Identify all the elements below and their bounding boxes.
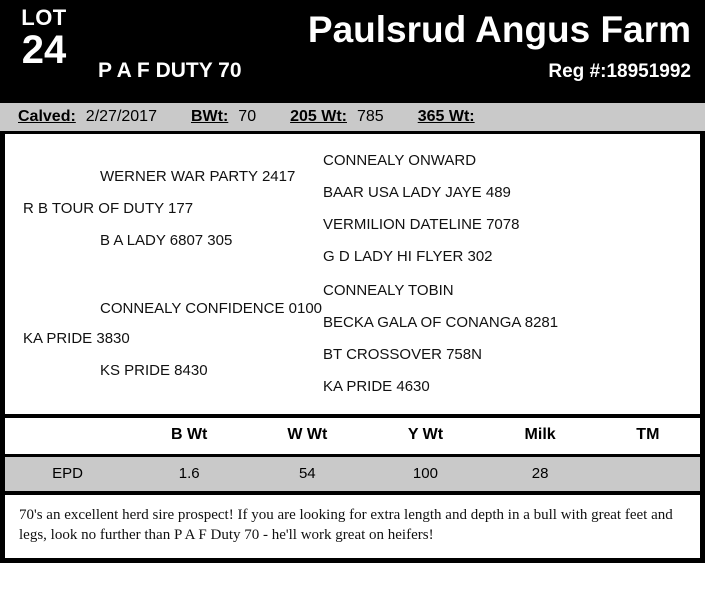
pedigree-dam-dam: KS PRIDE 8430 bbox=[100, 362, 208, 379]
stat-365-weight bbox=[384, 108, 485, 126]
epd-col-bwt: B Wt bbox=[130, 418, 248, 456]
bwt-value: 70 bbox=[238, 108, 257, 125]
pedigree-sire-dam-sire: VERMILION DATELINE 7078 bbox=[323, 216, 520, 233]
wt365-label: 365 Wt: bbox=[417, 108, 475, 125]
epd-value-bwt: 1.6 bbox=[130, 456, 248, 492]
pedigree-sire: R B TOUR OF DUTY 177 bbox=[23, 200, 194, 217]
pedigree-sire-sire-dam: BAAR USA LADY JAYE 489 bbox=[323, 184, 511, 201]
epd-value-ywt: 100 bbox=[366, 456, 484, 492]
header-bottom-row bbox=[0, 58, 705, 92]
pedigree-dam-sire-dam: BECKA GALA OF CONANGA 8281 bbox=[323, 314, 559, 331]
pedigree-dam-sire: CONNEALY CONFIDENCE 0100 bbox=[100, 300, 323, 317]
calved-label: Calved: bbox=[18, 108, 76, 125]
epd-row-label: EPD bbox=[5, 456, 130, 492]
epd-col-blank bbox=[5, 418, 130, 456]
table-row bbox=[5, 456, 700, 492]
wt205-value: 785 bbox=[357, 108, 384, 125]
stat-birth-weight bbox=[157, 108, 256, 126]
epd-header-row bbox=[5, 418, 700, 456]
stats-bar bbox=[0, 100, 705, 134]
pedigree-dam-dam-sire: BT CROSSOVER 758N bbox=[323, 346, 482, 363]
bwt-label: BWt: bbox=[190, 108, 229, 125]
epd-value-tm bbox=[596, 456, 700, 492]
animal-name: P A F DUTY 70 bbox=[98, 59, 242, 82]
epd-col-milk: Milk bbox=[485, 418, 596, 456]
wt205-label: 205 Wt: bbox=[290, 108, 347, 125]
pedigree-dam-sire-sire: CONNEALY TOBIN bbox=[323, 282, 454, 299]
epd-table bbox=[5, 418, 700, 491]
stat-calved bbox=[0, 108, 157, 126]
pedigree-dam-dam-dam: KA PRIDE 4630 bbox=[323, 378, 430, 395]
description-text: 70's an excellent herd sire prospect! If you are looking for extra length and depth in a bull with great feet and legs, look no further than P A F Duty 70 - he'll work great on heifers! bbox=[0, 495, 705, 563]
lot-number: 24 bbox=[21, 28, 67, 72]
pedigree-sire-sire-sire: CONNEALY ONWARD bbox=[323, 152, 477, 169]
registration-number: Reg #:18951992 bbox=[548, 61, 691, 82]
epd-col-tm: TM bbox=[596, 418, 700, 456]
epd-col-wwt: W Wt bbox=[248, 418, 366, 456]
card-header bbox=[0, 0, 705, 100]
epd-col-ywt: Y Wt bbox=[366, 418, 484, 456]
calved-value: 2/27/2017 bbox=[85, 108, 157, 125]
farm-name: Paulsrud Angus Farm bbox=[307, 9, 691, 50]
epd-value-wwt: 54 bbox=[248, 456, 366, 492]
epd-value-milk: 28 bbox=[485, 456, 596, 492]
pedigree-dam: KA PRIDE 3830 bbox=[23, 330, 130, 347]
pedigree-sire-dam: B A LADY 6807 305 bbox=[100, 232, 233, 249]
epd-table-wrapper bbox=[0, 414, 705, 495]
stat-205-weight bbox=[256, 108, 384, 126]
lot-label: LOT bbox=[21, 5, 67, 30]
pedigree-chart bbox=[0, 134, 705, 414]
pedigree-sire-dam-dam: G D LADY HI FLYER 302 bbox=[323, 248, 493, 265]
pedigree-sire-sire: WERNER WAR PARTY 2417 bbox=[100, 168, 296, 185]
lot-block bbox=[0, 0, 88, 70]
